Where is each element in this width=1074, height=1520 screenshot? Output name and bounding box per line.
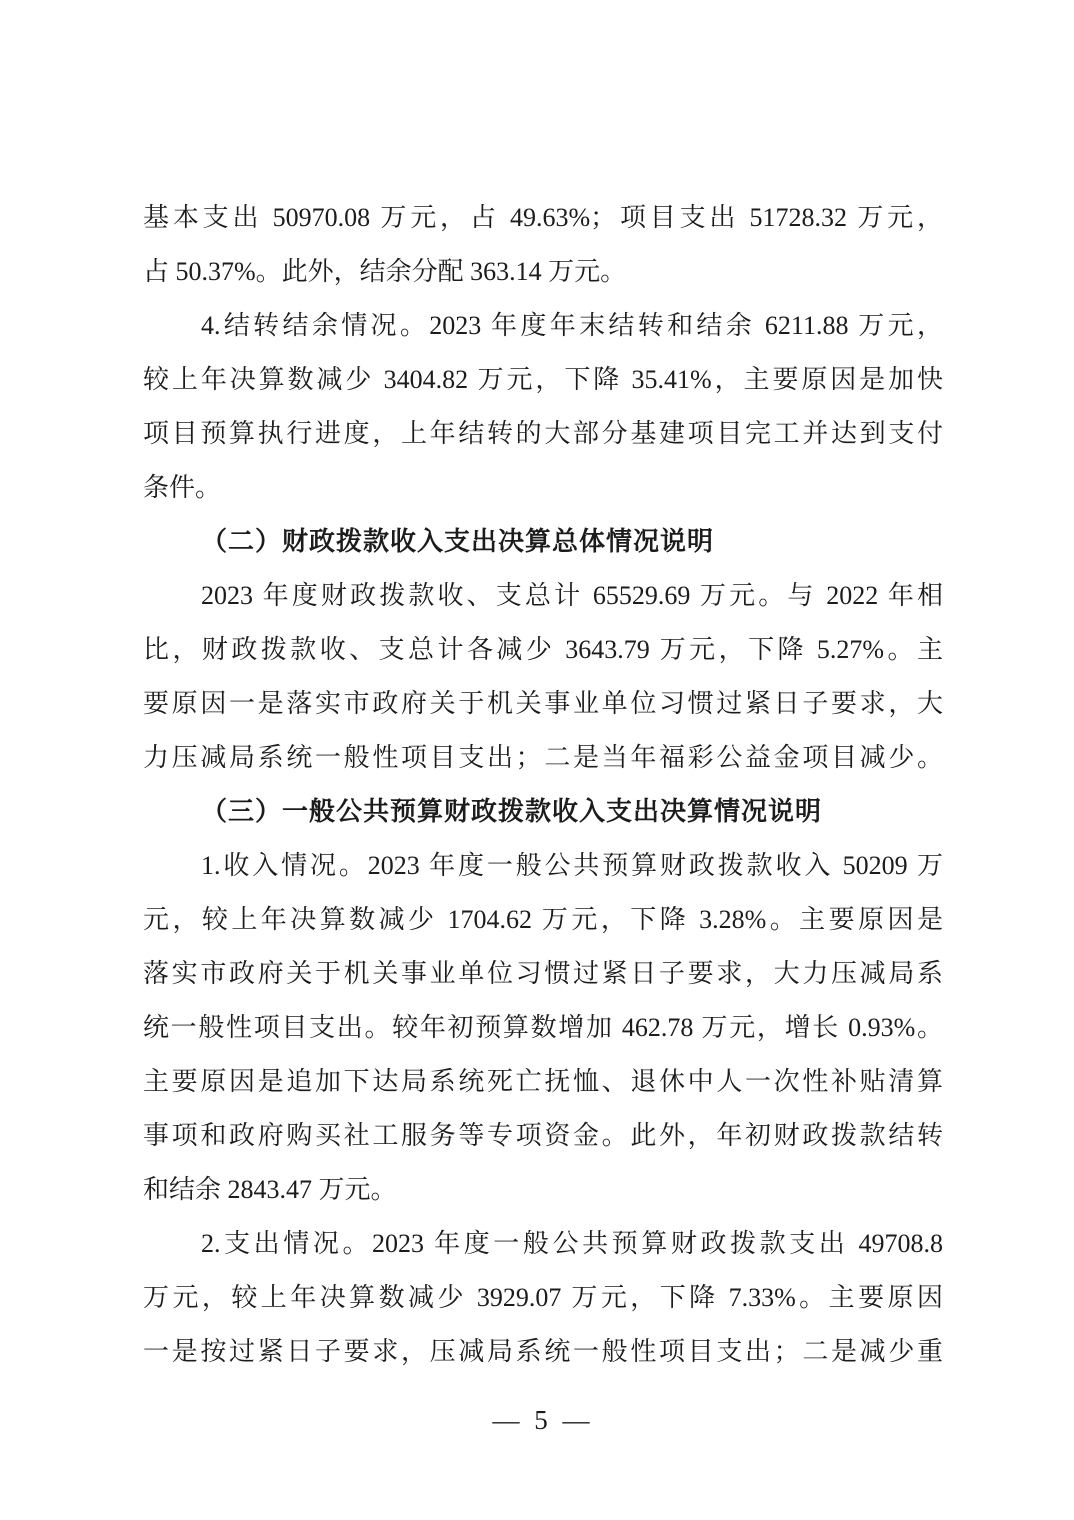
- text-line: 力压减局系统一般性项目支出；二是当年福彩公益金项目减少。: [143, 743, 943, 772]
- text-line: 一是按过紧日子要求，压减局系统一般性项目支出；二是减少重: [143, 1337, 943, 1366]
- text-line: 占 50.37%。此外，结余分配 363.14 万元。: [143, 257, 627, 286]
- text-line: 项目预算执行进度，上年结转的大部分基建项目完工并达到支付: [143, 419, 943, 448]
- text-line: 万元，较上年决算数减少 3929.07 万元，下降 7.33%。主要原因: [143, 1283, 943, 1312]
- text-line: 条件。: [143, 473, 222, 502]
- text-lines: [143, 191, 943, 1379]
- text-line: 元，较上年决算数减少 1704.62 万元，下降 3.28%。主要原因是: [143, 905, 943, 934]
- text-line: 事项和政府购买社工服务等专项资金。此外，年初财政拨款结转: [143, 1121, 943, 1150]
- text-line: 基本支出 50970.08 万元，占 49.63%；项目支出 51728.32 万元，: [143, 203, 943, 232]
- text-line: 4.结转结余情况。2023 年度年末结转和结余 6211.88 万元，: [201, 311, 943, 340]
- text-line: 较上年决算数减少 3404.82 万元，下降 35.41%，主要原因是加快: [143, 365, 943, 394]
- text-line: 要原因一是落实市政府关于机关事业单位习惯过紧日子要求，大: [143, 689, 943, 718]
- text-line: 2023 年度财政拨款收、支总计 65529.69 万元。与 2022 年相: [201, 581, 943, 610]
- text-line: 2.支出情况。2023 年度一般公共预算财政拨款支出 49708.8: [201, 1229, 943, 1258]
- text-line: 主要原因是追加下达局系统死亡抚恤、退休中人一次性补贴清算: [143, 1067, 943, 1096]
- text-line: 比，财政拨款收、支总计各减少 3643.79 万元，下降 5.27%。主: [143, 635, 943, 664]
- page-number: — 5 —: [492, 1405, 594, 1435]
- section-heading: （三）一般公共预算财政拨款收入支出决算情况说明: [201, 797, 823, 826]
- text-line: 统一般性项目支出。较年初预算数增加 462.78 万元，增长 0.93%。: [143, 1013, 943, 1042]
- text-line: 和结余 2843.47 万元。: [143, 1175, 397, 1204]
- section-heading: （二）财政拨款收入支出决算总体情况说明: [201, 527, 715, 556]
- text-line: 1.收入情况。2023 年度一般公共预算财政拨款收入 50209 万: [201, 851, 943, 880]
- text-line: 落实市政府关于机关事业单位习惯过紧日子要求，大力压减局系: [143, 959, 943, 988]
